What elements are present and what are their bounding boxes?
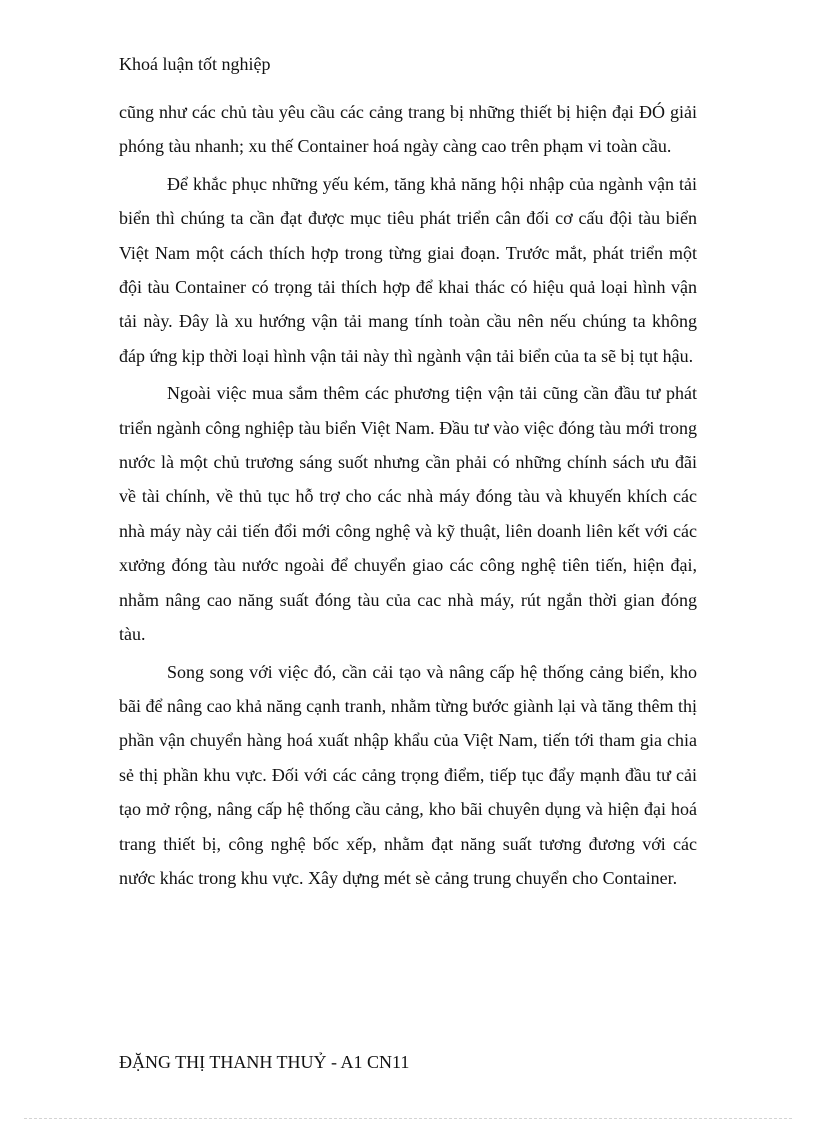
paragraph: Song song với việc đó, cần cải tạo và nâng cấp hệ thống cảng biển, kho bãi để nâng cao khả năng cạnh tranh, nhằm từng bước giành lại và tăng thêm thị phần vận chuyển hàng hoá xuất nhập khẩu của Việt Nam, tiến tới tham gia chia sẻ thị phần khu vực. Đối với các cảng trọng điểm, tiếp tục đẩy mạnh đầu tư cải tạo mở rộng, nâng cấp hệ thống cầu cảng, kho bãi chuyên dụng và hiện đại hoá trang thiết bị, công nghệ bốc xếp, nhằm đạt năng suất tương đương với các nước khác trong khu vực. Xây dựng mét sè cảng trung chuyển cho Container. (119, 661, 697, 888)
body-text (119, 95, 697, 895)
page-divider (24, 1118, 792, 1119)
running-footer: ĐẶNG THỊ THANH THUỶ - A1 CN11 (119, 1052, 410, 1072)
running-header: Khoá luận tốt nghiệp (119, 54, 271, 74)
paragraph: Ngoài việc mua sắm thêm các phương tiện vận tải cũng cần đầu tư phát triển ngành công nghiệp tàu biển Việt Nam. Đầu tư vào việc đóng tàu mới trong nước là một chủ trương sáng suốt nhưng cần phải có những chính sách ưu đãi về tài chính, về thủ tục hỗ trợ cho các nhà máy đóng tàu và khuyến khích các nhà máy này cải tiến đổi mới công nghệ và kỹ thuật, liên doanh liên kết với các xưởng đóng tàu nước ngoài để chuyển giao các công nghệ tiên tiến, hiện đại, nhằm nâng cao năng suất đóng tàu của cac nhà máy, rút ngắn thời gian đóng tàu. (119, 383, 697, 645)
paragraph: Để khắc phục những yếu kém, tăng khả năng hội nhập của ngành vận tải biển thì chúng ta cần đạt được mục tiêu phát triển cân đối cơ cấu đội tàu biển Việt Nam một cách thích hợp trong từng giai đoạn. Trước mắt, phát triển một đội tàu Container có trọng tải thích hợp để khai thác có hiệu quả loại hình vận tải này. Đây là xu hướng vận tải mang tính toàn cầu nên nếu chúng ta không đáp ứng kịp thời loại hình vận tải này thì ngành vận tải biển của ta sẽ bị tụt hậu. (119, 173, 697, 366)
paragraph-continuation: cũng như các chủ tàu yêu cầu các cảng trang bị những thiết bị hiện đại ĐÓ giải phóng tàu nhanh; xu thế Container hoá ngày càng cao trên phạm vi toàn cầu. (119, 102, 697, 157)
